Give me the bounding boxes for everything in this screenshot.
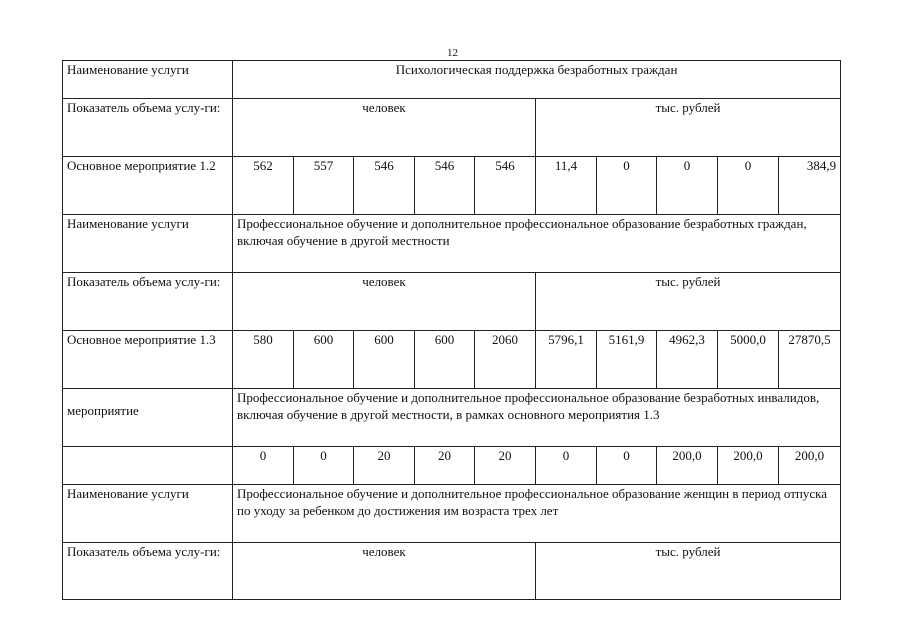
table-row (63, 61, 841, 99)
activity-label: мероприятие (63, 389, 233, 447)
table-row (63, 331, 841, 389)
value-cell: 0 (536, 447, 597, 485)
service-name-label: Наименование услуги (63, 61, 233, 99)
value-cell: 0 (657, 157, 718, 215)
value-cell: 0 (233, 447, 294, 485)
value-cell: 562 (233, 157, 294, 215)
unit-thousand-rubles: тыс. рублей (536, 543, 841, 600)
value-cell: 546 (475, 157, 536, 215)
value-cell: 5161,9 (597, 331, 657, 389)
value-cell: 2060 (475, 331, 536, 389)
value-cell: 20 (415, 447, 475, 485)
volume-indicator-label: Показатель объема услу-ги: (63, 99, 233, 157)
value-cell: 11,4 (536, 157, 597, 215)
volume-indicator-label: Показатель объема услу-ги: (63, 273, 233, 331)
unit-persons: человек (233, 543, 536, 600)
value-cell: 4962,3 (657, 331, 718, 389)
table-row (63, 389, 841, 447)
value-cell: 5000,0 (718, 331, 779, 389)
table-row (63, 99, 841, 157)
value-cell: 0 (597, 157, 657, 215)
value-cell: 20 (475, 447, 536, 485)
service-name-label: Наименование услуги (63, 485, 233, 543)
value-cell: 546 (415, 157, 475, 215)
value-cell: 5796,1 (536, 331, 597, 389)
value-cell: 580 (233, 331, 294, 389)
table-row (63, 447, 841, 485)
value-cell: 20 (354, 447, 415, 485)
value-cell: 600 (354, 331, 415, 389)
value-cell: 200,0 (779, 447, 841, 485)
service-name-value: Профессиональное обучение и дополнительное профессиональное образование женщин в период отпуска по уходу за ребенком до достижения им возраста трех лет (233, 485, 841, 543)
value-cell: 200,0 (718, 447, 779, 485)
value-cell: 0 (718, 157, 779, 215)
table-row (63, 215, 841, 273)
activity-label: Основное мероприятие 1.2 (63, 157, 233, 215)
table-row (63, 485, 841, 543)
value-cell: 546 (354, 157, 415, 215)
value-cell: 200,0 (657, 447, 718, 485)
value-cell: 384,9 (779, 157, 841, 215)
unit-persons: человек (233, 99, 536, 157)
service-name-value: Психологическая поддержка безработных граждан (233, 61, 841, 99)
table-row (63, 157, 841, 215)
empty-label (63, 447, 233, 485)
table-row (63, 273, 841, 331)
service-name-value: Профессиональное обучение и дополнительное профессиональное образование безработных граждан, включая обучение в другой местности (233, 215, 841, 273)
value-cell: 0 (597, 447, 657, 485)
service-name-label: Наименование услуги (63, 215, 233, 273)
value-cell: 557 (294, 157, 354, 215)
table-row (63, 543, 841, 600)
value-cell: 600 (294, 331, 354, 389)
page-number: 12 (447, 47, 458, 59)
value-cell: 0 (294, 447, 354, 485)
activity-description: Профессиональное обучение и дополнительное профессиональное образование безработных инвалидов, включая обучение в другой местности, в рамках основного мероприятия 1.3 (233, 389, 841, 447)
unit-persons: человек (233, 273, 536, 331)
value-cell: 27870,5 (779, 331, 841, 389)
activity-label: Основное мероприятие 1.3 (63, 331, 233, 389)
volume-indicator-label: Показатель объема услу-ги: (63, 543, 233, 600)
value-cell: 600 (415, 331, 475, 389)
services-table (62, 60, 841, 600)
unit-thousand-rubles: тыс. рублей (536, 273, 841, 331)
unit-thousand-rubles: тыс. рублей (536, 99, 841, 157)
